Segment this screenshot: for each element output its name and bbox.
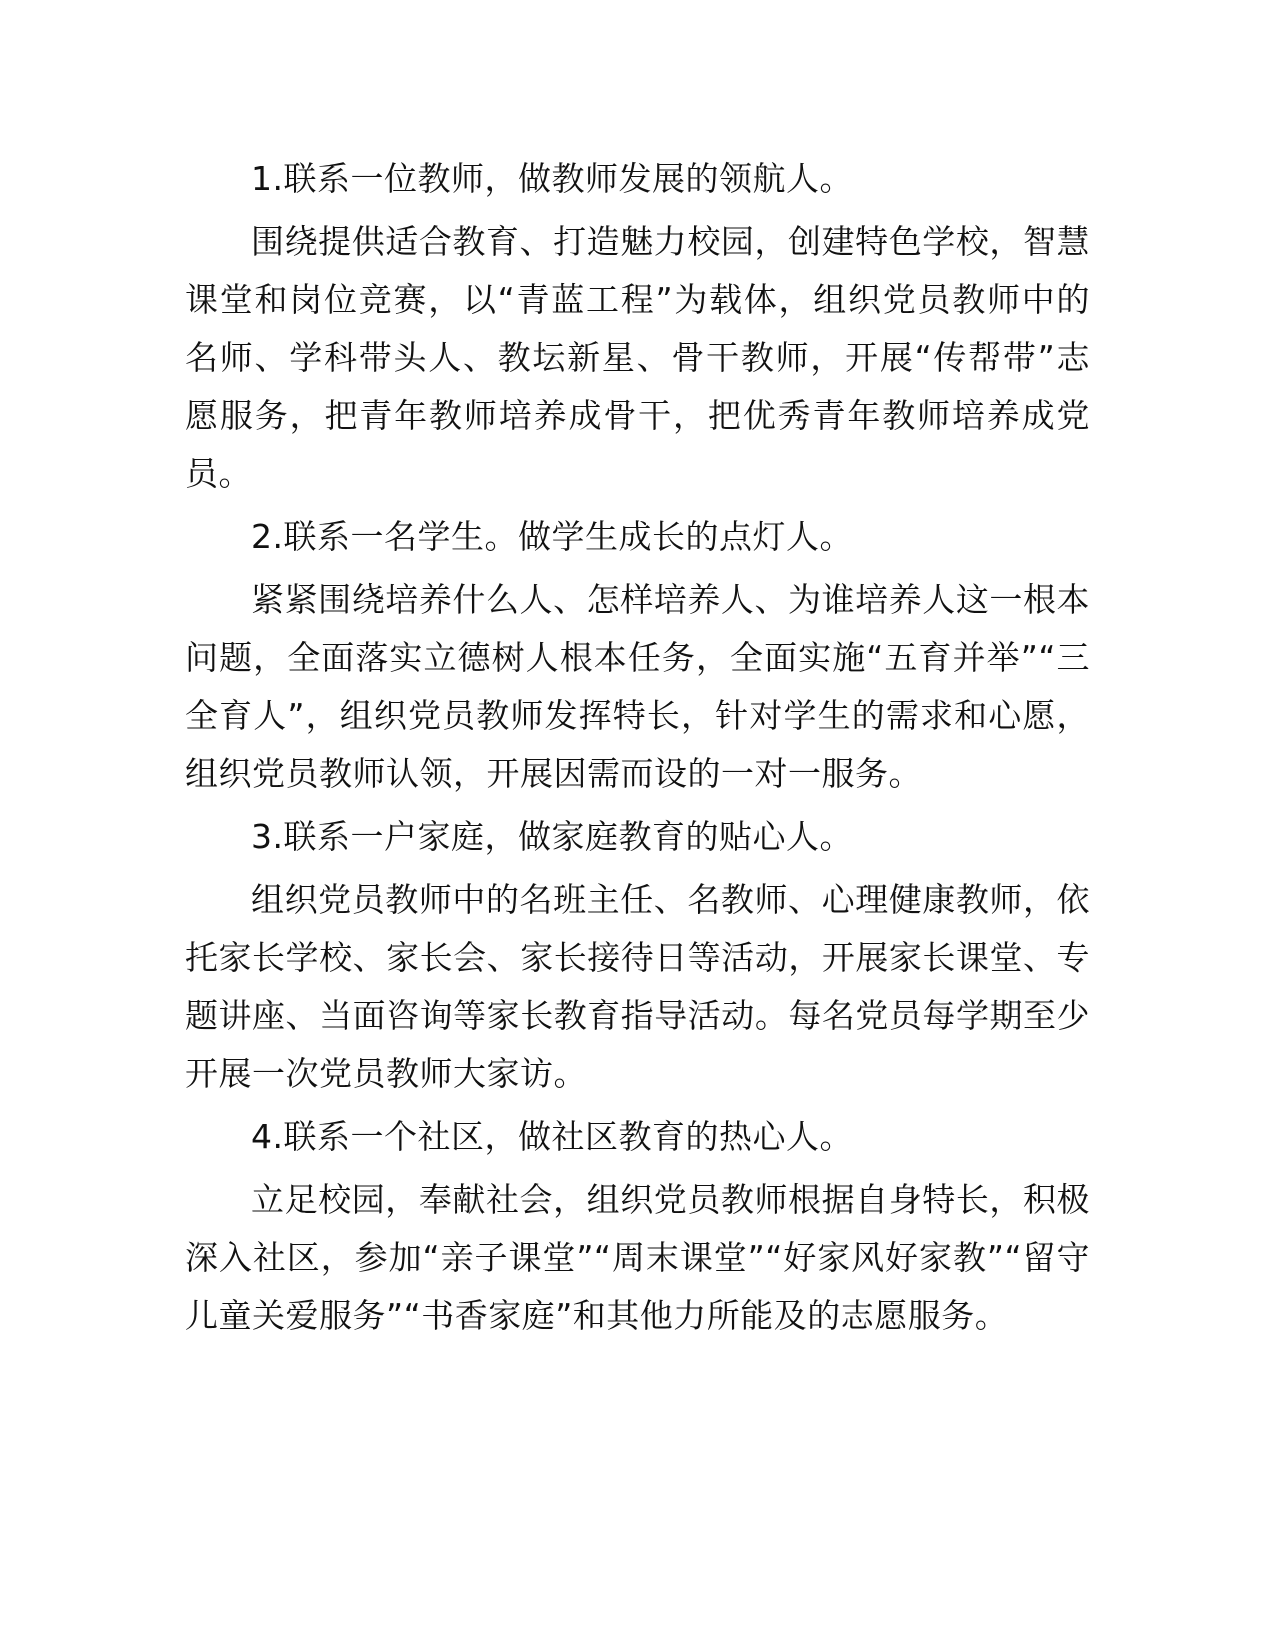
heading-community: 4.联系一个社区，做社区教育的热心人。 [251,1117,853,1156]
heading-family: 3.联系一户家庭，做家庭教育的贴心人。 [251,817,853,856]
paragraph-teacher: 围绕提供适合教育、打造魅力校园，创建特色学校，智慧课堂和岗位竞赛，以“青蓝工程”为载体，组织党员教师中的名师、学科带头人、教坛新星、骨干教师，开展“传帮带”志愿服务，把青年教师培养成骨干，把优秀青年教师培养成党员。 [185,222,1090,493]
heading-student: 2.联系一名学生。做学生成长的点灯人。 [251,517,853,556]
paragraph-community: 立足校园，奉献社会，组织党员教师根据自身特长，积极深入社区，参加“亲子课堂”“周末课堂”“好家风好家教”“留守儿童关爱服务”“书香家庭”和其他力所能及的志愿服务。 [185,1180,1090,1335]
paragraph-student: 紧紧围绕培养什么人、怎样培养人、为谁培养人这一根本问题，全面落实立德树人根本任务，全面实施“五育并举”“三全育人”，组织党员教师发挥特长，针对学生的需求和心愿，组织党员教师认领，开展因需而设的一对一服务。 [185,580,1090,793]
paragraph-family: 组织党员教师中的名班主任、名教师、心理健康教师，依托家长学校、家长会、家长接待日等活动，开展家长课堂、专题讲座、当面咨询等家长教育指导活动。每名党员每学期至少开展一次党员教师大家访。 [185,880,1090,1093]
document-page [185,150,1090,1350]
heading-teacher: 1.联系一位教师，做教师发展的领航人。 [251,159,853,198]
